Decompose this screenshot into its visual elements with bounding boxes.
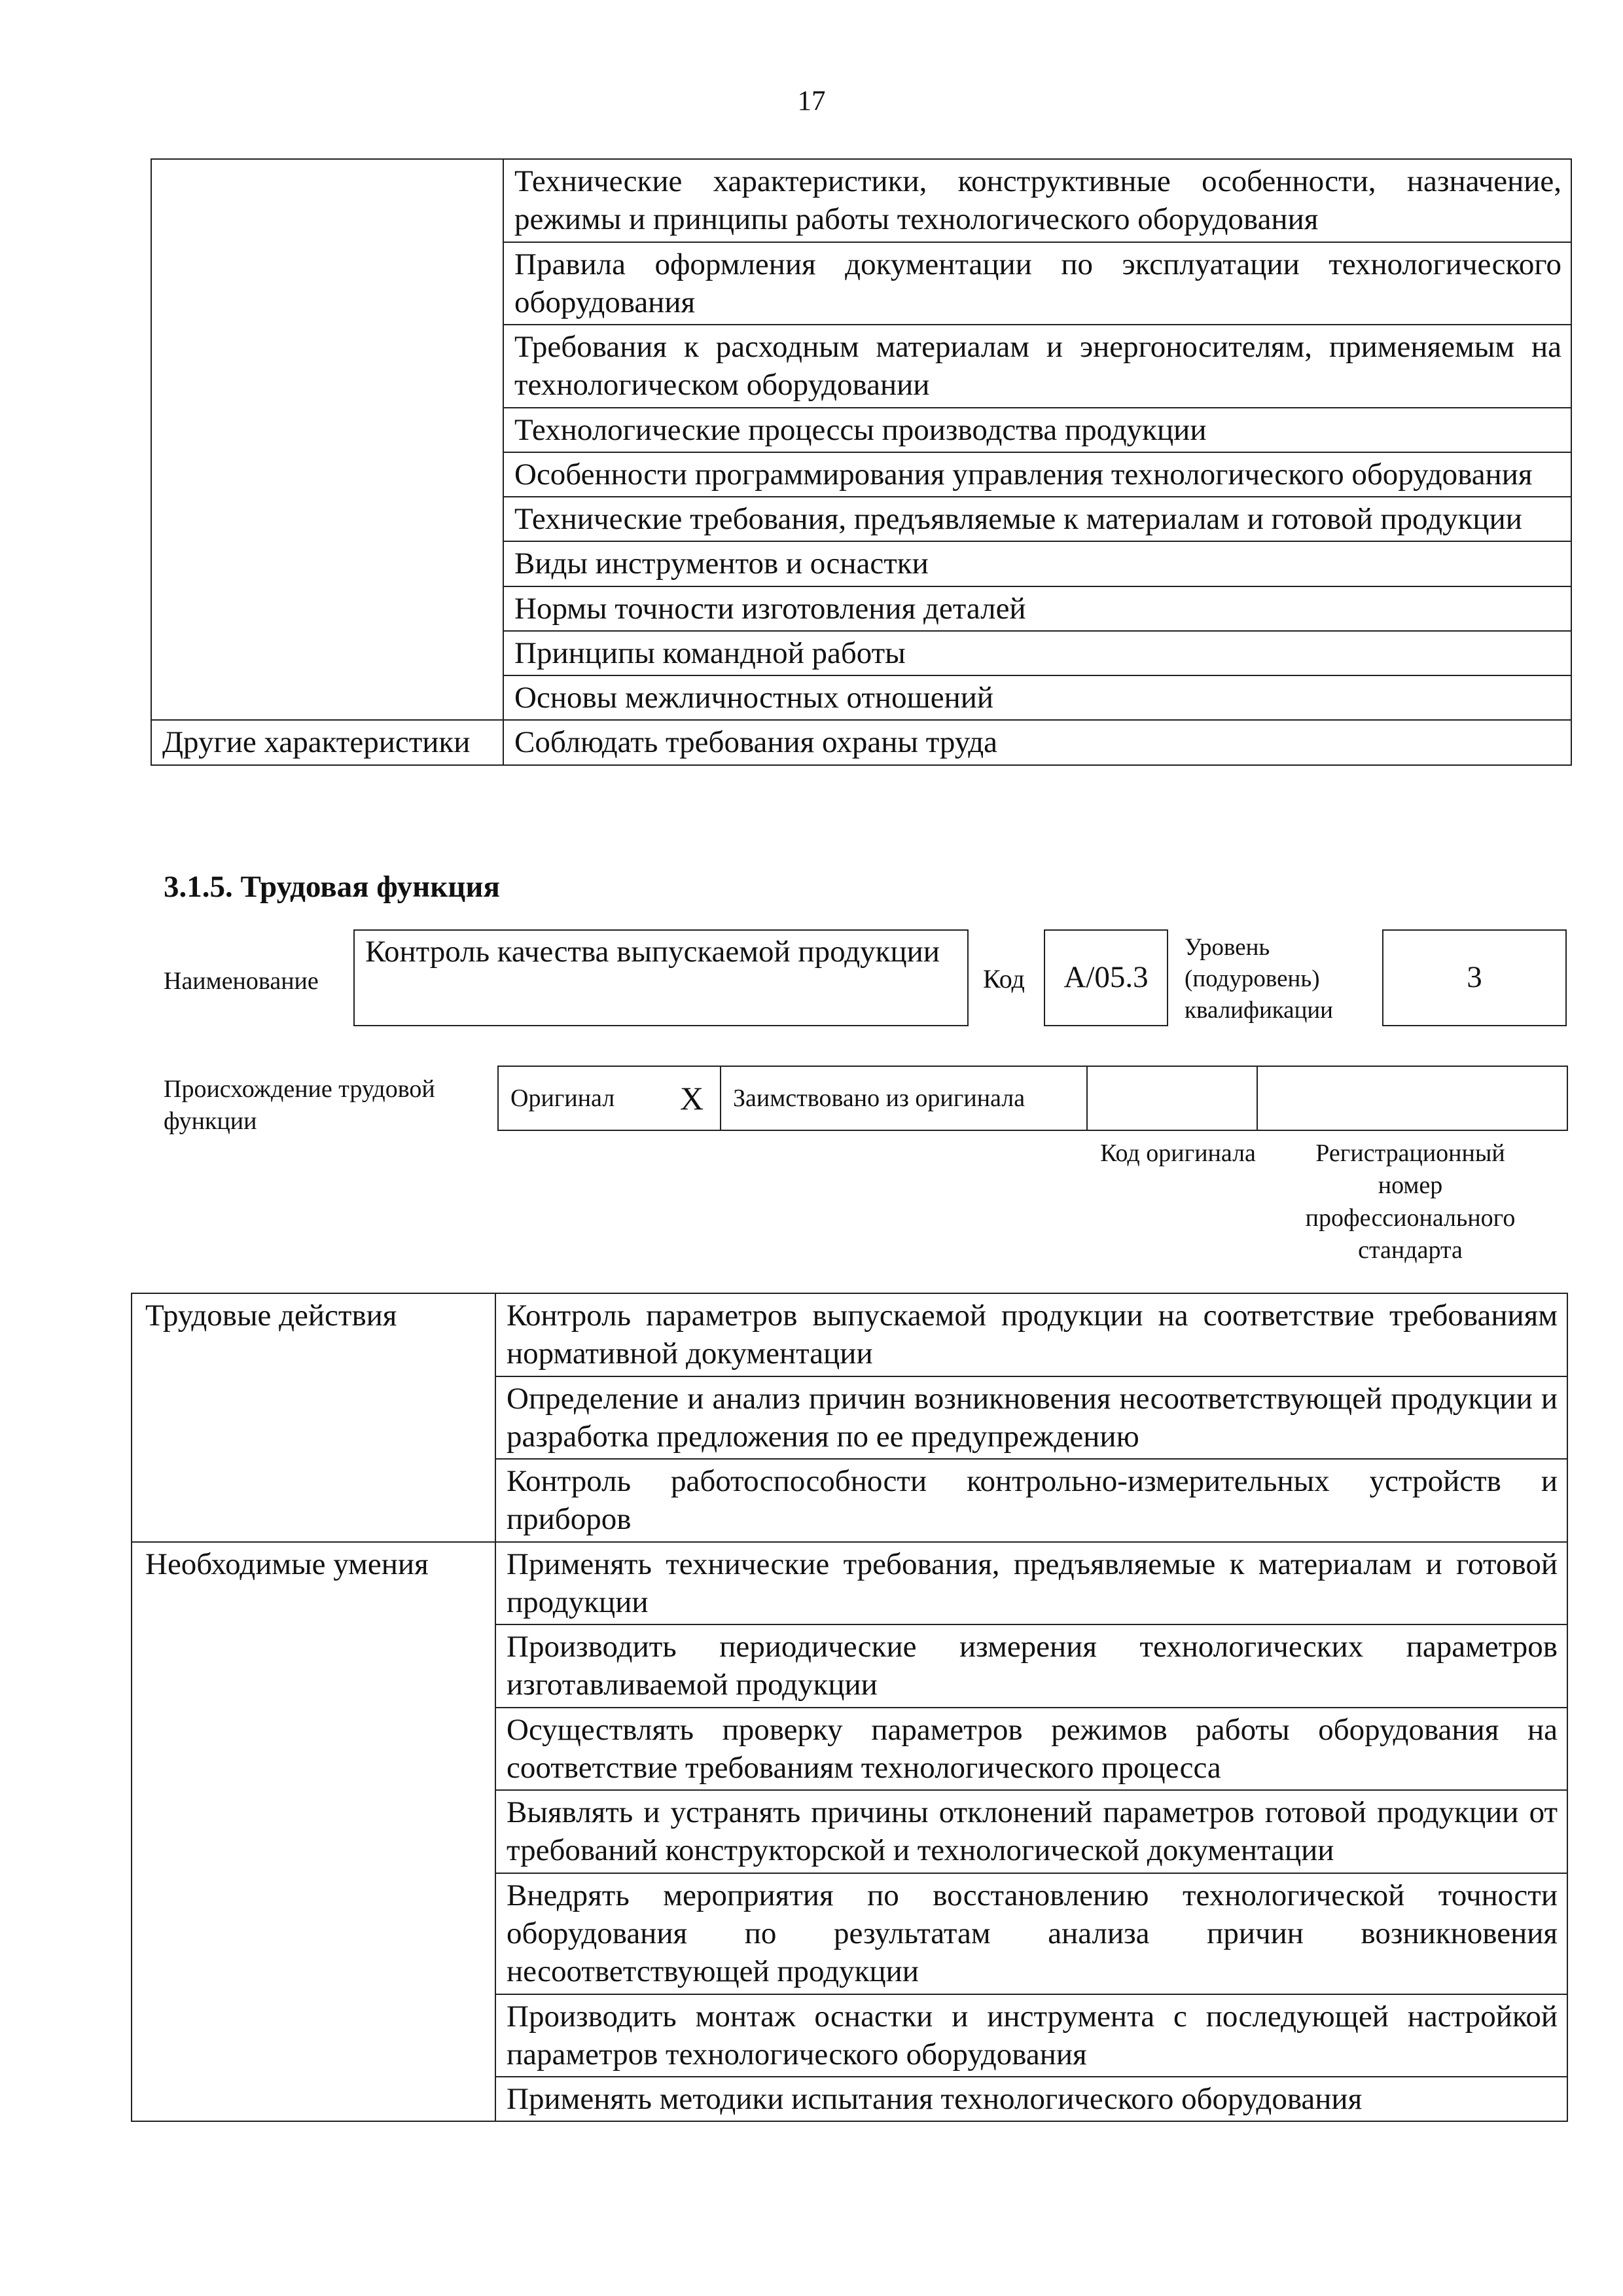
origin-code-label: Код оригинала [1100, 1139, 1256, 1167]
skills-label: Необходимые умения [132, 1542, 495, 2122]
knowledge-item: Нормы точности изготовления деталей [503, 586, 1571, 631]
original-mark: X [668, 1066, 721, 1130]
knowledge-item: Виды инструментов и оснастки [503, 541, 1571, 586]
origin-table [497, 1066, 1568, 1131]
code-box [1044, 929, 1168, 1026]
code-label: Код [983, 964, 1025, 994]
table-row [151, 720, 1571, 764]
reg-number-cell [1257, 1066, 1567, 1130]
skill-item: Осуществлять проверку параметров режимов работы оборудования на соответствие требованиям технологического процесса [495, 1708, 1567, 1791]
actions-label: Трудовые действия [132, 1293, 495, 1542]
knowledge-item: Технические требования, предъявляемые к материалам и готовой продукции [503, 497, 1571, 541]
original-label: Оригинал [498, 1066, 668, 1130]
knowledge-item: Особенности программирования управления технологического оборудования [503, 452, 1571, 497]
page-number: 17 [797, 86, 826, 117]
function-details-table [131, 1293, 1568, 2122]
skill-item: Производить монтаж оснастки и инструмента с последующей настройкой параметров технологического оборудования [495, 1994, 1567, 2077]
origin-label: Происхождение трудовой функции [164, 1075, 435, 1135]
table-row [132, 1293, 1567, 1376]
function-name-box: Контроль качества выпускаемой продукции [353, 929, 969, 1026]
knowledge-label-cell [151, 159, 503, 720]
level-label: Уровень (подуровень) квалификации [1185, 934, 1333, 1024]
knowledge-item: Основы межличностных отношений [503, 675, 1571, 720]
knowledge-item: Требования к расходным материалам и энергоносителям, применяемым на технологическом оборудовании [503, 325, 1571, 408]
action-item: Контроль параметров выпускаемой продукции на соответствие требованиям нормативной документации [495, 1293, 1567, 1376]
knowledge-item: Принципы командной работы [503, 631, 1571, 675]
knowledge-item: Технические характеристики, конструктивные особенности, назначение, режимы и принципы работы технологического оборудования [503, 159, 1571, 242]
knowledge-table [151, 158, 1572, 766]
level-value: 3 [1467, 960, 1482, 995]
knowledge-item: Технологические процессы производства продукции [503, 408, 1571, 452]
other-characteristics-label: Другие характеристики [151, 720, 503, 764]
origin-code-cell [1087, 1066, 1257, 1130]
borrowed-label: Заимствовано из оригинала [721, 1066, 1087, 1130]
table-row [498, 1066, 1567, 1130]
name-label: Наименование [164, 967, 319, 995]
skill-item: Применять методики испытания технологического оборудования [495, 2077, 1567, 2121]
table-row [151, 159, 1571, 242]
action-item: Контроль работоспособности контрольно-измерительных устройств и приборов [495, 1459, 1567, 1542]
skill-item: Производить периодические измерения технологических параметров изготавливаемой продукции [495, 1624, 1567, 1708]
skill-item: Применять технические требования, предъявляемые к материалам и готовой продукции [495, 1542, 1567, 1625]
other-characteristics-text: Соблюдать требования охраны труда [503, 720, 1571, 764]
action-item: Определение и анализ причин возникновения несоответствующей продукции и разработка предложения по ее предупреждению [495, 1376, 1567, 1460]
table-row [132, 1542, 1567, 1625]
level-box [1382, 929, 1567, 1026]
reg-number-label: Регистрационный номер профессионального стандарта [1305, 1139, 1516, 1265]
code-value: A/05.3 [1063, 960, 1149, 995]
knowledge-item: Правила оформления документации по эксплуатации технологического оборудования [503, 242, 1571, 325]
section-title: 3.1.5. Трудовая функция [164, 870, 500, 904]
skill-item: Внедрять мероприятия по восстановлению технологической точности оборудования по результатам анализа причин возникновения несоответствующей продукции [495, 1873, 1567, 1994]
skill-item: Выявлять и устранять причины отклонений параметров готовой продукции от требований конструкторской и технологической документации [495, 1790, 1567, 1873]
